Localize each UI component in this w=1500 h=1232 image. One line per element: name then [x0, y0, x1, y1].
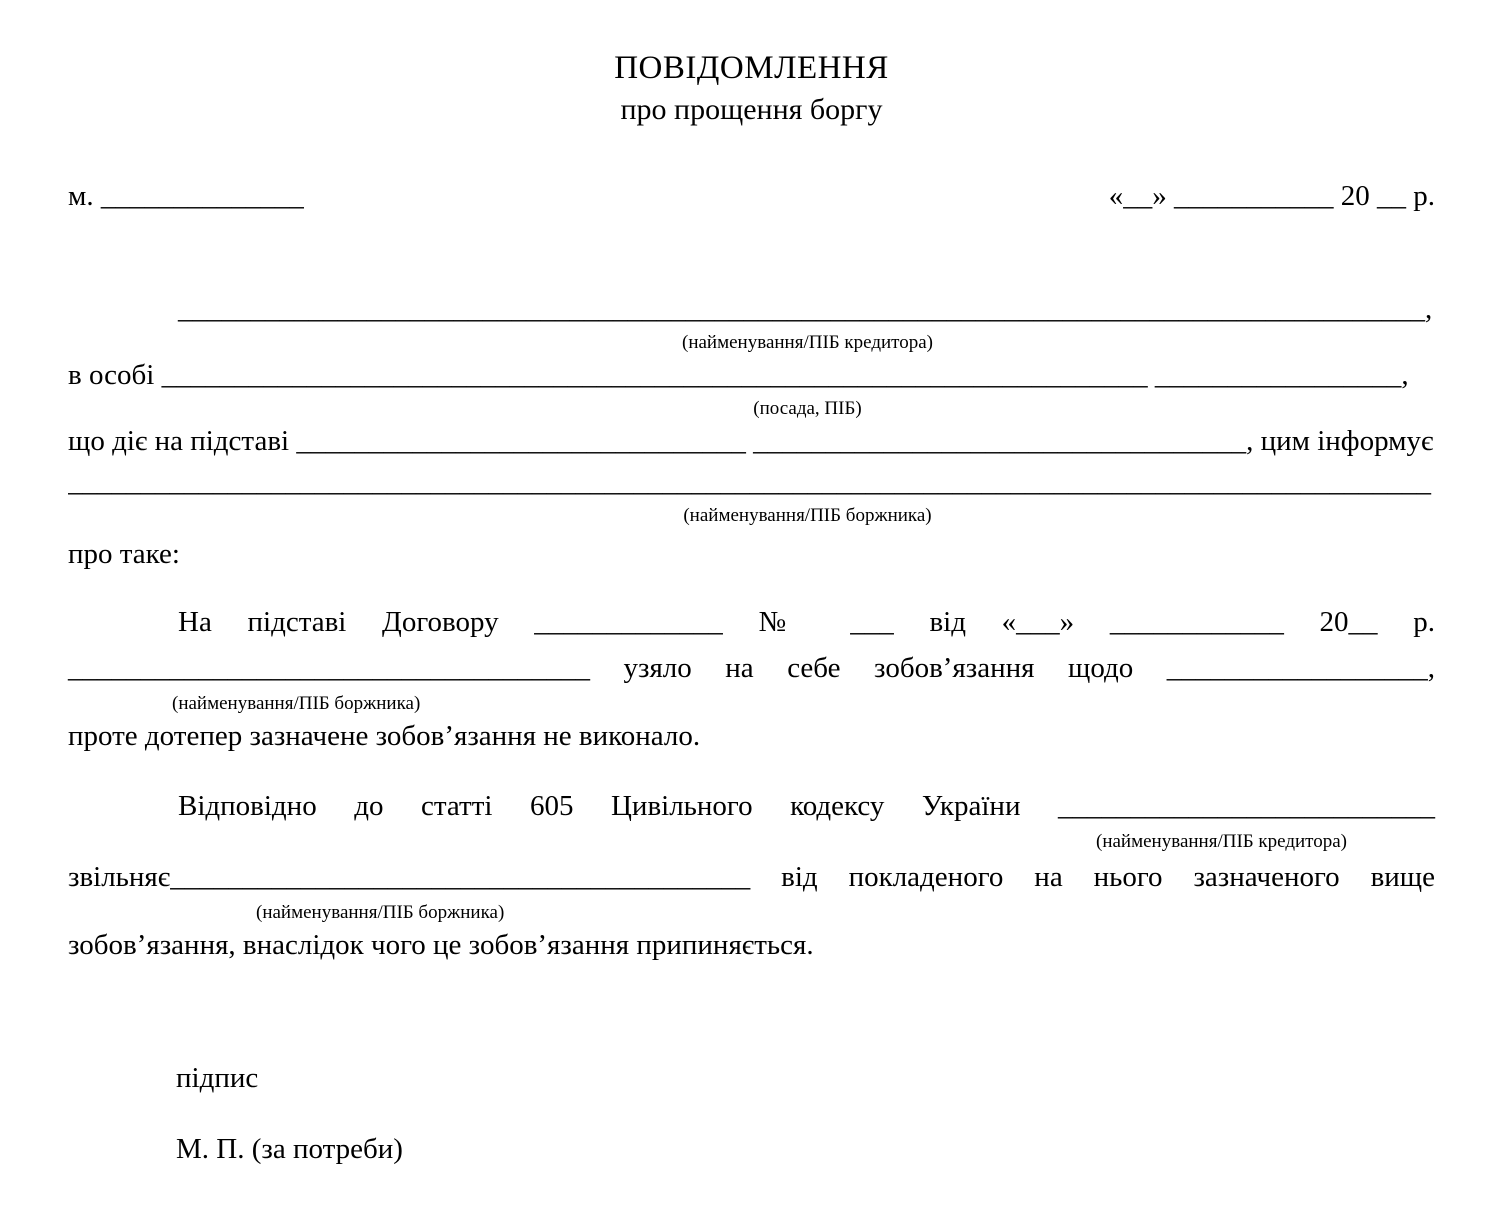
- article-line: [68, 783, 1435, 829]
- person-line: [68, 355, 1435, 396]
- intro-section: [68, 289, 1435, 575]
- about-line: про таке:: [68, 538, 180, 570]
- signature-section: [68, 1058, 1435, 1170]
- basis-line: [68, 421, 1435, 462]
- not-fulfilled-line: проте дотепер зазначене зобов’язання не виконало.: [68, 720, 701, 752]
- debtor-caption-3: (найменування/ПІБ боржника): [256, 902, 505, 923]
- debtor-caption-2: (найменування/ПІБ боржника): [172, 693, 421, 714]
- person-blank: ____________________________________________________________________ _________________,: [161, 359, 1409, 391]
- basis-suffix: , цим інформує: [1246, 425, 1434, 457]
- release-prefix: звільняє: [68, 861, 171, 893]
- release-line: [68, 854, 1435, 900]
- obligation-subject-blank: __________________,: [1166, 652, 1435, 684]
- basis-prefix: що діє на підставі: [68, 425, 297, 457]
- debtor-name-blank-3: ________________________________________: [170, 861, 751, 893]
- article-text: Відповідно до статті 605 Цивільного кодексу України: [178, 790, 1058, 822]
- person-prefix: в особі: [68, 359, 162, 391]
- paragraph-contract: [68, 599, 1435, 757]
- debtor-name-blank-2: ____________________________________: [68, 652, 590, 684]
- debtor-name-blank: ______________________________________________________________________________________________: [68, 466, 1431, 498]
- creditor-name-line: [68, 289, 1435, 330]
- creditor-caption: (найменування/ПІБ кредитора): [682, 332, 933, 353]
- debtor-caption: (найменування/ПІБ боржника): [683, 505, 932, 526]
- debtor-name-line: [68, 462, 1435, 503]
- termination-line: зобов’язання, внаслідок чого це зобов’язання припиняється.: [68, 929, 814, 961]
- document-title: ПОВІДОМЛЕННЯ: [614, 50, 889, 86]
- date-field: «__» ___________ 20 __ р.: [1108, 180, 1435, 212]
- creditor-caption-2: (найменування/ПІБ кредитора): [1096, 831, 1347, 852]
- creditor-name-blank: ______________________________________________________________________________________,: [178, 293, 1433, 325]
- contract-basis-line: На підставі Договору _____________ № ___ від «___» ____________ 20__ р.: [178, 606, 1435, 638]
- paragraph-release: [68, 783, 1435, 966]
- signature-label: підпис: [176, 1062, 259, 1094]
- document-subtitle: про прощення боргу: [620, 93, 883, 126]
- position-caption: (посада, ПІБ): [753, 398, 862, 419]
- release-suffix: від покладеного на нього зазначеного вище: [750, 861, 1435, 893]
- place-date-row: [68, 176, 1435, 217]
- basis-blank: _______________________________ __________________________________: [296, 425, 1247, 457]
- place-field: м. ______________: [68, 180, 304, 212]
- seal-label: М. П. (за потреби): [176, 1133, 403, 1165]
- obligation-line: [68, 645, 1435, 691]
- obligation-text: узяло на себе зобов’язання щодо: [590, 652, 1167, 684]
- creditor-name-blank-2: __________________________: [1058, 790, 1435, 822]
